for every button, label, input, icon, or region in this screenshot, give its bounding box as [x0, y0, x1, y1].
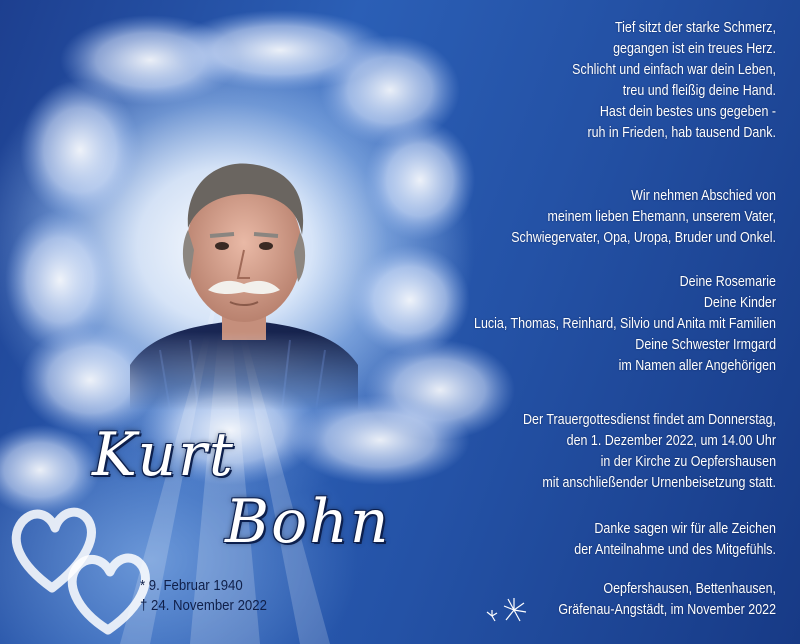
funeral-service-info: [466, 410, 776, 494]
farewell-text: [466, 186, 776, 249]
portrait-photo: [130, 150, 358, 410]
memorial-verse: [466, 18, 776, 144]
birth-date: * 9. Februar 1940: [140, 577, 243, 594]
thanks-text: [466, 519, 776, 561]
cloud-hearts-decoration: [0, 470, 160, 644]
last-name: Bohn: [225, 487, 391, 557]
verse-line: ruh in Frieden, hab tausend Dank.: [587, 125, 776, 141]
mourner-line: Deine Rosemarie: [679, 274, 776, 290]
verse-line: Hast dein bestes uns gegeben -: [599, 104, 776, 120]
mourner-line: Deine Kinder: [703, 295, 776, 311]
life-dates: [140, 576, 267, 616]
mourner-line: Lucia, Thomas, Reinhard, Silvio und Anita mit Familien: [474, 316, 776, 332]
service-line: in der Kirche zu Oepfershausen: [600, 454, 776, 470]
farewell-line: Schwiegervater, Opa, Uropa, Bruder und Onkel.: [511, 230, 776, 246]
thanks-line: Danke sagen wir für alle Zeichen: [594, 521, 776, 537]
farewell-line: meinem lieben Ehemann, unserem Vater,: [547, 209, 776, 225]
first-name: Kurt: [92, 420, 235, 490]
verse-line: treu und fleißig deine Hand.: [622, 83, 776, 99]
service-line: Der Trauergottesdienst findet am Donnerstag,: [522, 412, 776, 428]
farewell-line: Wir nehmen Abschied von: [631, 188, 776, 204]
dandelion-icon: [484, 594, 530, 626]
service-line: den 1. Dezember 2022, um 14.00 Uhr: [566, 433, 776, 449]
thanks-line: der Anteilnahme und des Mitgefühls.: [574, 542, 776, 558]
verse-line: gegangen ist ein treues Herz.: [613, 41, 776, 57]
mourner-line: Deine Schwester Irmgard: [635, 337, 776, 353]
mourner-line: im Namen aller Angehörigen: [618, 358, 776, 374]
service-line: mit anschließender Urnenbeisetzung statt.: [542, 475, 776, 491]
verse-line: Schlicht und einfach war dein Leben,: [572, 62, 776, 78]
death-date: † 24. November 2022: [140, 597, 267, 614]
place-line: Oepfershausen, Bettenhausen,: [603, 581, 776, 597]
mourners-list: [466, 272, 776, 377]
verse-line: Tief sitzt der starke Schmerz,: [614, 20, 776, 36]
place-line: Gräfenau-Angstädt, im November 2022: [558, 602, 776, 618]
